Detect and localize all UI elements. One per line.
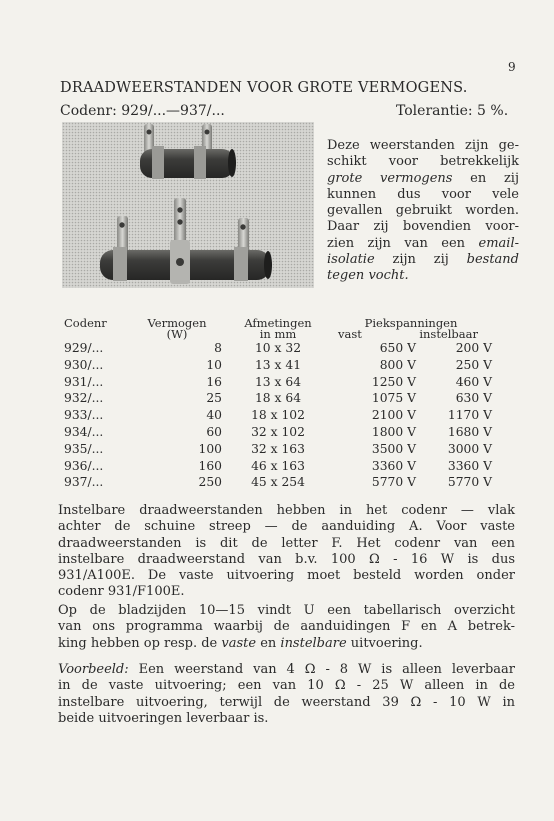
paragraph-line: in de vaste uitvoering; een van 10 Ω - 25 W alleen in de xyxy=(58,678,515,694)
header-afmetingen xyxy=(226,318,330,340)
tolerance: Tolerantie: 5 %. xyxy=(396,103,509,119)
cell-adjustable: 3360 V xyxy=(447,458,492,473)
cell-fixed: 5770 V xyxy=(371,475,416,490)
table-row xyxy=(58,474,492,491)
cell-fixed: 800 V xyxy=(379,357,416,372)
cell-adjustable: 3000 V xyxy=(447,441,492,456)
intro-line: Deze weerstanden zijn ge- xyxy=(327,138,519,153)
cell-power: 25 xyxy=(206,391,222,406)
table-row xyxy=(58,407,492,424)
text-run: uitvoering. xyxy=(346,635,423,651)
intro-line: grote vermogens en zij xyxy=(327,170,519,186)
paragraph-line: beide uitvoeringen leverbaar is. xyxy=(58,710,269,726)
header-afmetingen-unit: in mm xyxy=(259,327,297,341)
cell-fixed: 3500 V xyxy=(371,441,416,456)
paragraph-codenr-explanation xyxy=(58,503,515,601)
cell-fixed: 1800 V xyxy=(371,424,416,439)
cell-power: 10 xyxy=(206,357,222,372)
paragraph-overview xyxy=(58,603,515,652)
cell-code: 929/... xyxy=(64,341,104,355)
cell-dims: 46 x 163 xyxy=(251,458,305,473)
cell-code: 931/... xyxy=(64,374,104,389)
header-piek-label: Piekspanningen xyxy=(364,316,458,330)
intro-line: Daar zij bovendien voor- xyxy=(327,219,519,235)
paragraph-line: codenr 931/F100E. xyxy=(58,584,185,600)
table-row xyxy=(58,424,492,441)
paragraph-line: Instelbare draadweerstanden hebben in het codenr — vlak xyxy=(58,503,515,518)
table-row xyxy=(58,374,492,391)
paragraph-line: van ons programma waarbij de aanduidingen F en A betrek- xyxy=(58,619,515,635)
cell-adjustable: 460 V xyxy=(455,374,492,389)
header-afmetingen-label: Afmetingen xyxy=(244,316,312,330)
example-label: Voorbeeld: xyxy=(58,662,129,677)
table-row xyxy=(58,441,492,458)
cell-dims: 32 x 163 xyxy=(251,441,305,456)
cell-adjustable: 250 V xyxy=(455,357,492,372)
resistor-photo xyxy=(62,122,314,288)
cell-fixed: 1075 V xyxy=(371,391,416,406)
table-row xyxy=(58,357,492,374)
intro-text xyxy=(327,138,519,285)
cell-dims: 10 x 32 xyxy=(254,341,302,355)
cell-dims: 18 x 102 xyxy=(251,408,305,423)
cell-code: 934/... xyxy=(64,424,104,439)
paragraph-line: instelbare uitvoering, terwijl de weerstand 39 Ω - 10 W in xyxy=(58,694,515,710)
table-row xyxy=(58,458,492,475)
intro-line: zien zijn van een email- xyxy=(327,235,519,251)
text-emphasis: vaste xyxy=(221,635,257,651)
header-vast: vast xyxy=(338,327,362,341)
cell-dims: 18 x 64 xyxy=(254,391,302,406)
cell-adjustable: 630 V xyxy=(455,391,492,406)
cell-code: 937/... xyxy=(64,475,104,490)
cell-power: 8 xyxy=(214,341,222,355)
paragraph-line xyxy=(58,636,515,652)
cell-fixed: 650 V xyxy=(379,341,416,355)
cell-code: 932/... xyxy=(64,391,104,406)
cell-adjustable: 200 V xyxy=(455,341,492,355)
cell-fixed: 1250 V xyxy=(371,374,416,389)
paragraph-line: Op de bladzijden 10—15 vindt U een tabellarisch overzicht xyxy=(58,603,515,618)
intro-line: isolatie zijn zij bestand xyxy=(327,252,519,268)
cell-dims: 45 x 254 xyxy=(251,475,305,490)
cell-power: 16 xyxy=(206,374,222,389)
paragraph-line: 931/A100E. De vaste uitvoering moet besteld worden onder xyxy=(58,568,515,584)
intro-emphasis: bestand xyxy=(466,252,519,268)
cell-code: 930/... xyxy=(64,357,104,372)
cell-power: 40 xyxy=(206,408,222,423)
cell-adjustable: 5770 V xyxy=(447,475,492,490)
intro-emphasis: email- xyxy=(478,235,519,251)
cell-code: 935/... xyxy=(64,441,104,456)
text-run: en xyxy=(256,635,281,651)
cell-power: 100 xyxy=(198,441,222,456)
cell-dims: 13 x 41 xyxy=(254,357,302,372)
paragraph-line: achter de schuine streep — de aanduiding A. Voor vaste xyxy=(58,519,515,535)
header-vermogen-label: Vermogen xyxy=(147,316,207,330)
text-run: king hebben op resp. de xyxy=(58,635,222,651)
paragraph-line: instelbare draadweerstand van b.v. 100 Ω - 16 W is dus xyxy=(58,551,515,567)
cell-code: 933/... xyxy=(64,408,104,423)
resistor-spec-table xyxy=(58,318,492,491)
cell-power: 60 xyxy=(206,424,222,439)
paragraph-line xyxy=(58,662,515,678)
header-piekspanningen xyxy=(330,318,492,340)
cell-adjustable: 1680 V xyxy=(447,424,492,439)
page-number: 9 xyxy=(508,60,516,74)
table-row xyxy=(58,340,492,357)
text-emphasis: instelbare xyxy=(280,635,347,651)
header-vermogen xyxy=(132,318,226,340)
cell-code: 936/... xyxy=(64,458,104,473)
paragraph-example xyxy=(58,662,515,727)
intro-emphasis: tegen vocht. xyxy=(327,268,409,284)
paragraph-line: draadweerstanden is dit de letter F. Het codenr van een xyxy=(58,535,515,551)
intro-line: kunnen dus voor vele xyxy=(327,186,519,202)
cell-dims: 32 x 102 xyxy=(251,424,305,439)
cell-dims: 13 x 64 xyxy=(254,374,302,389)
cell-adjustable: 1170 V xyxy=(447,408,492,423)
header-instelbaar: instelbaar xyxy=(419,327,478,341)
cell-power: 250 xyxy=(198,475,222,490)
page-title: DRAADWEERSTANDEN VOOR GROTE VERMOGENS. xyxy=(60,80,468,96)
text-run: Een weerstand van 4 Ω - 8 W is alleen leverbaar xyxy=(128,662,515,677)
cell-fixed: 3360 V xyxy=(371,458,416,473)
intro-emphasis: isolatie xyxy=(327,252,375,268)
intro-line xyxy=(327,268,519,284)
cell-power: 160 xyxy=(198,458,222,473)
header-vermogen-unit: (W) xyxy=(166,327,188,341)
code-range: Codenr: 929/...—937/... xyxy=(60,103,225,119)
intro-emphasis: grote vermogens xyxy=(327,170,453,186)
table-row xyxy=(58,390,492,407)
header-codenr: Codenr xyxy=(64,316,107,330)
intro-line: gevallen gebruikt worden. xyxy=(327,203,519,219)
intro-line: schikt voor betrekkelijk xyxy=(327,154,519,170)
cell-fixed: 2100 V xyxy=(371,408,416,423)
